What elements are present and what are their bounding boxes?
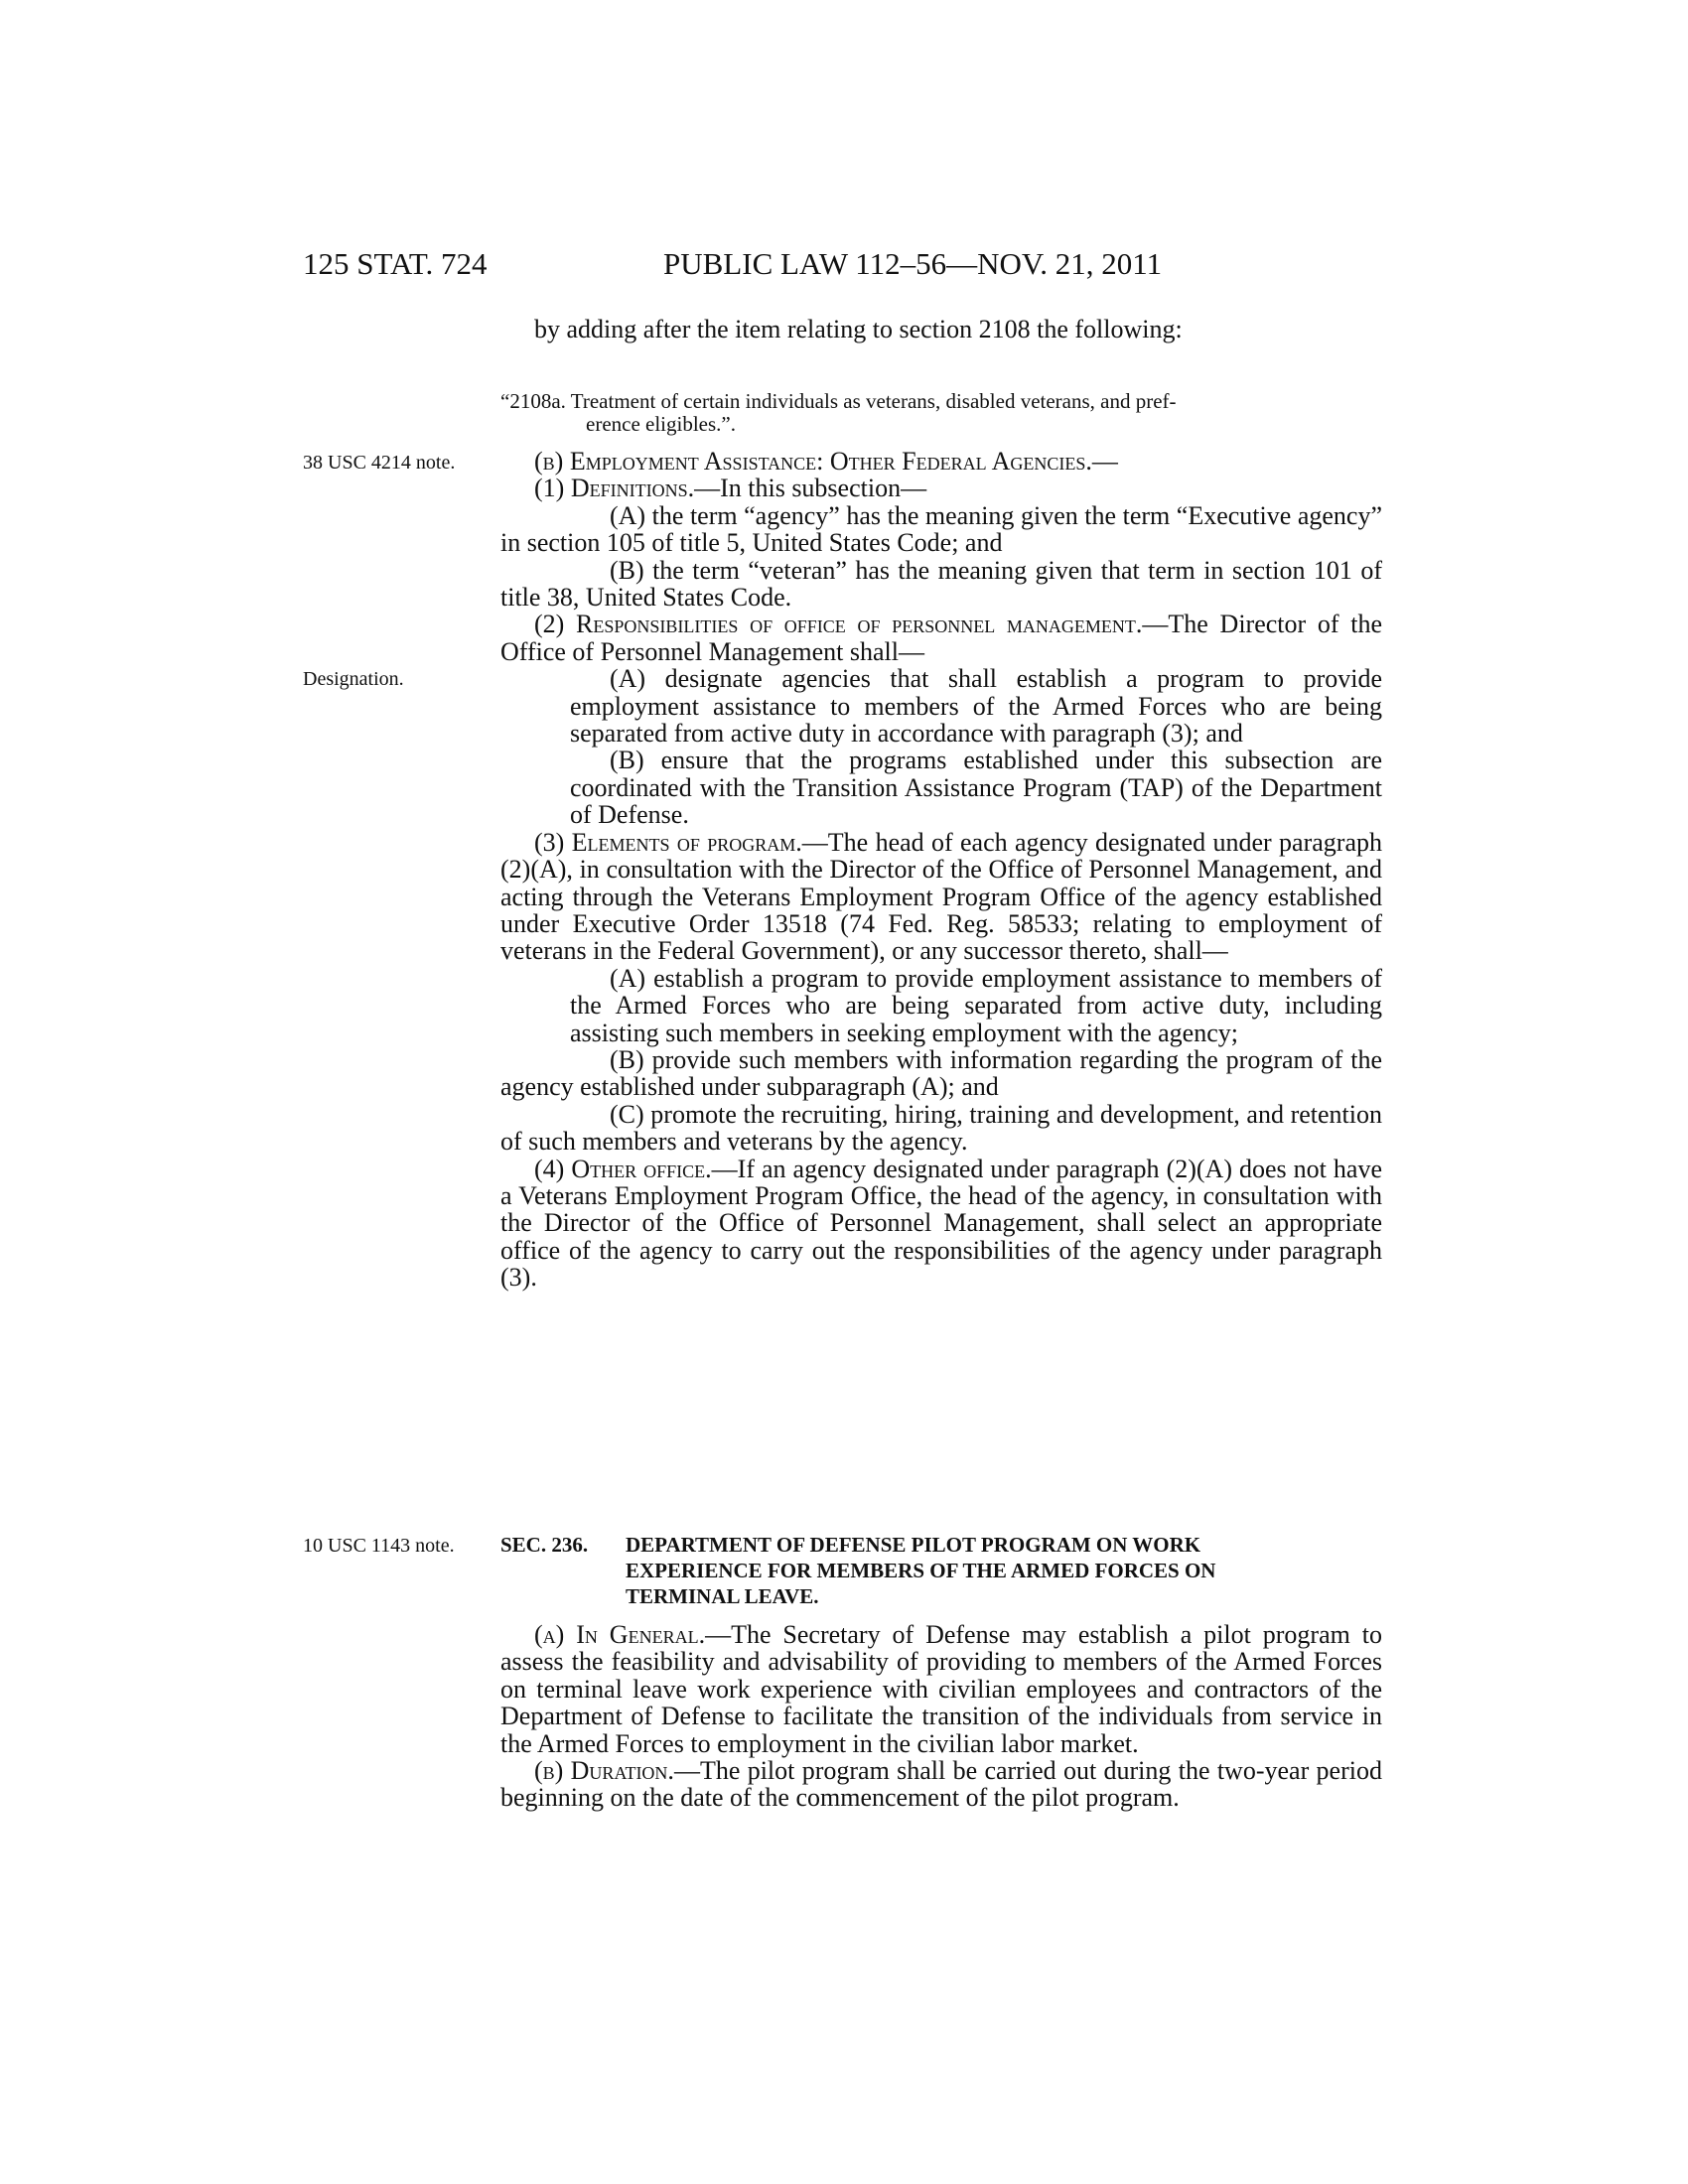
running-title: PUBLIC LAW 112–56—NOV. 21, 2011	[663, 246, 1163, 281]
margin-note-citation: 38 USC 4214 note.	[303, 452, 456, 474]
section-title-line-1: DEPARTMENT OF DEFENSE PILOT PROGRAM ON WORK	[626, 1533, 1201, 1557]
subsection-b	[500, 448, 1382, 1292]
subsection-b-heading	[500, 448, 1382, 475]
section-heading-line-1	[500, 1532, 1382, 1558]
paragraph-3-label: (3) Elements of program.	[534, 827, 802, 857]
page-reference: 125 STAT. 724	[303, 246, 488, 281]
intro-text: by adding after the item relating to section 2108 the following:	[534, 315, 1183, 343]
paragraph-3	[500, 829, 1382, 965]
section-236-a-label: (a) In General.	[534, 1620, 706, 1649]
section-236-body	[500, 1621, 1382, 1812]
margin-note-designation: Designation.	[303, 668, 404, 690]
paragraph-1-b: (B) the term “veteran” has the meaning given that term in section 101 of title 38, United States Code.	[500, 555, 1382, 613]
paragraph-2-a: (A) designate agencies that shall establish a program to provide employment assistance to members of the Armed Forces who are being separated from active duty in accordance with paragraph (3); and	[570, 664, 1382, 749]
margin-note-citation-2: 10 USC 1143 note.	[303, 1535, 455, 1557]
paragraph-1-a: (A) the term “agency” has the meaning given the term “Executive agency” in section 105 of title 5, United States Code; and	[500, 500, 1382, 558]
paragraph-4	[500, 1156, 1382, 1292]
section-236-b-label: (b) Duration.	[534, 1756, 674, 1786]
paragraph-2	[500, 611, 1382, 665]
paragraph-3-b: (B) provide such members with information regarding the program of the agency established under subparagraph (A); and	[500, 1044, 1382, 1102]
paragraph-2-b: (B) ensure that the programs established under this subsection are coordinated with the Transition Assistance Program (TAP) of the Department of Defense.	[570, 746, 1382, 830]
section-236-b-text: —The pilot program shall be carried out during the two-year period beginning on the date of the commencement of the pilot program.	[500, 1756, 1382, 1813]
section-236-b	[500, 1757, 1382, 1812]
paragraph-1	[467, 475, 1382, 501]
subsection-b-heading-text: (b) Employment Assistance: Other Federal Agencies.—	[534, 447, 1118, 476]
section-title-line-2: EXPERIENCE FOR MEMBERS OF THE ARMED FORCES ON	[626, 1559, 1216, 1582]
section-236-heading	[500, 1532, 1382, 1609]
paragraph-3-text: —The head of each agency designated under paragraph (2)(A), in consultation with the Director of the Office of Personnel Management, and acting through the Veterans Employment Program Office of the agency established under Executive Order 13518 (74 Fed. Reg. 58533; relating to employment of veterans in the Federal Government), or any successor thereto, shall—	[500, 827, 1382, 966]
paragraph-2-label: (2) Responsibilities of office of personnel management.	[534, 610, 1143, 639]
paragraph-3-a: (A) establish a program to provide employment assistance to members of the Armed Forces who are being separated from active duty, including assisting such members in seeking employment with the agency;	[570, 963, 1382, 1047]
section-236-a-text: —The Secretary of Defense may establish a pilot program to assess the feasibility and advisability of providing to members of the Armed Forces on terminal leave work experience with civilian employees and contractors of the Department of Defense to facilitate the transition of the individuals from service in the Armed Forces to employment in the civilian labor market.	[500, 1620, 1382, 1758]
table-of-sections-entry	[500, 390, 1382, 436]
entry-line-1: “2108a. Treatment of certain individuals as veterans, disabled veterans, and pref-	[500, 389, 1177, 413]
paragraph-3-c: (C) promote the recruiting, hiring, training and development, and retention of such members and veterans by the agency.	[500, 1099, 1382, 1157]
section-number: SEC. 236.	[500, 1533, 589, 1557]
paragraph-2-text: —The Director of the Office of Personnel Management shall—	[500, 610, 1382, 666]
paragraph-1-label: (1) Definitions.	[534, 474, 695, 503]
intro-paragraph	[500, 316, 1382, 342]
entry-line-2: erence eligibles.”.	[586, 412, 736, 436]
section-236-a	[500, 1621, 1382, 1757]
paragraph-4-label: (4) Other office.	[534, 1154, 712, 1183]
section-title-line-3: TERMINAL LEAVE.	[626, 1584, 819, 1608]
paragraph-4-text: —If an agency designated under paragraph (2)(A) does not have a Veterans Employment Program Office, the head of the agency, in consultation with the Director of the Office of Personnel Management, shall select an appropriate office of the agency to carry out the responsibilities of the agency under paragraph (3).	[500, 1154, 1383, 1293]
paragraph-1-text: —In this subsection—	[694, 474, 927, 503]
